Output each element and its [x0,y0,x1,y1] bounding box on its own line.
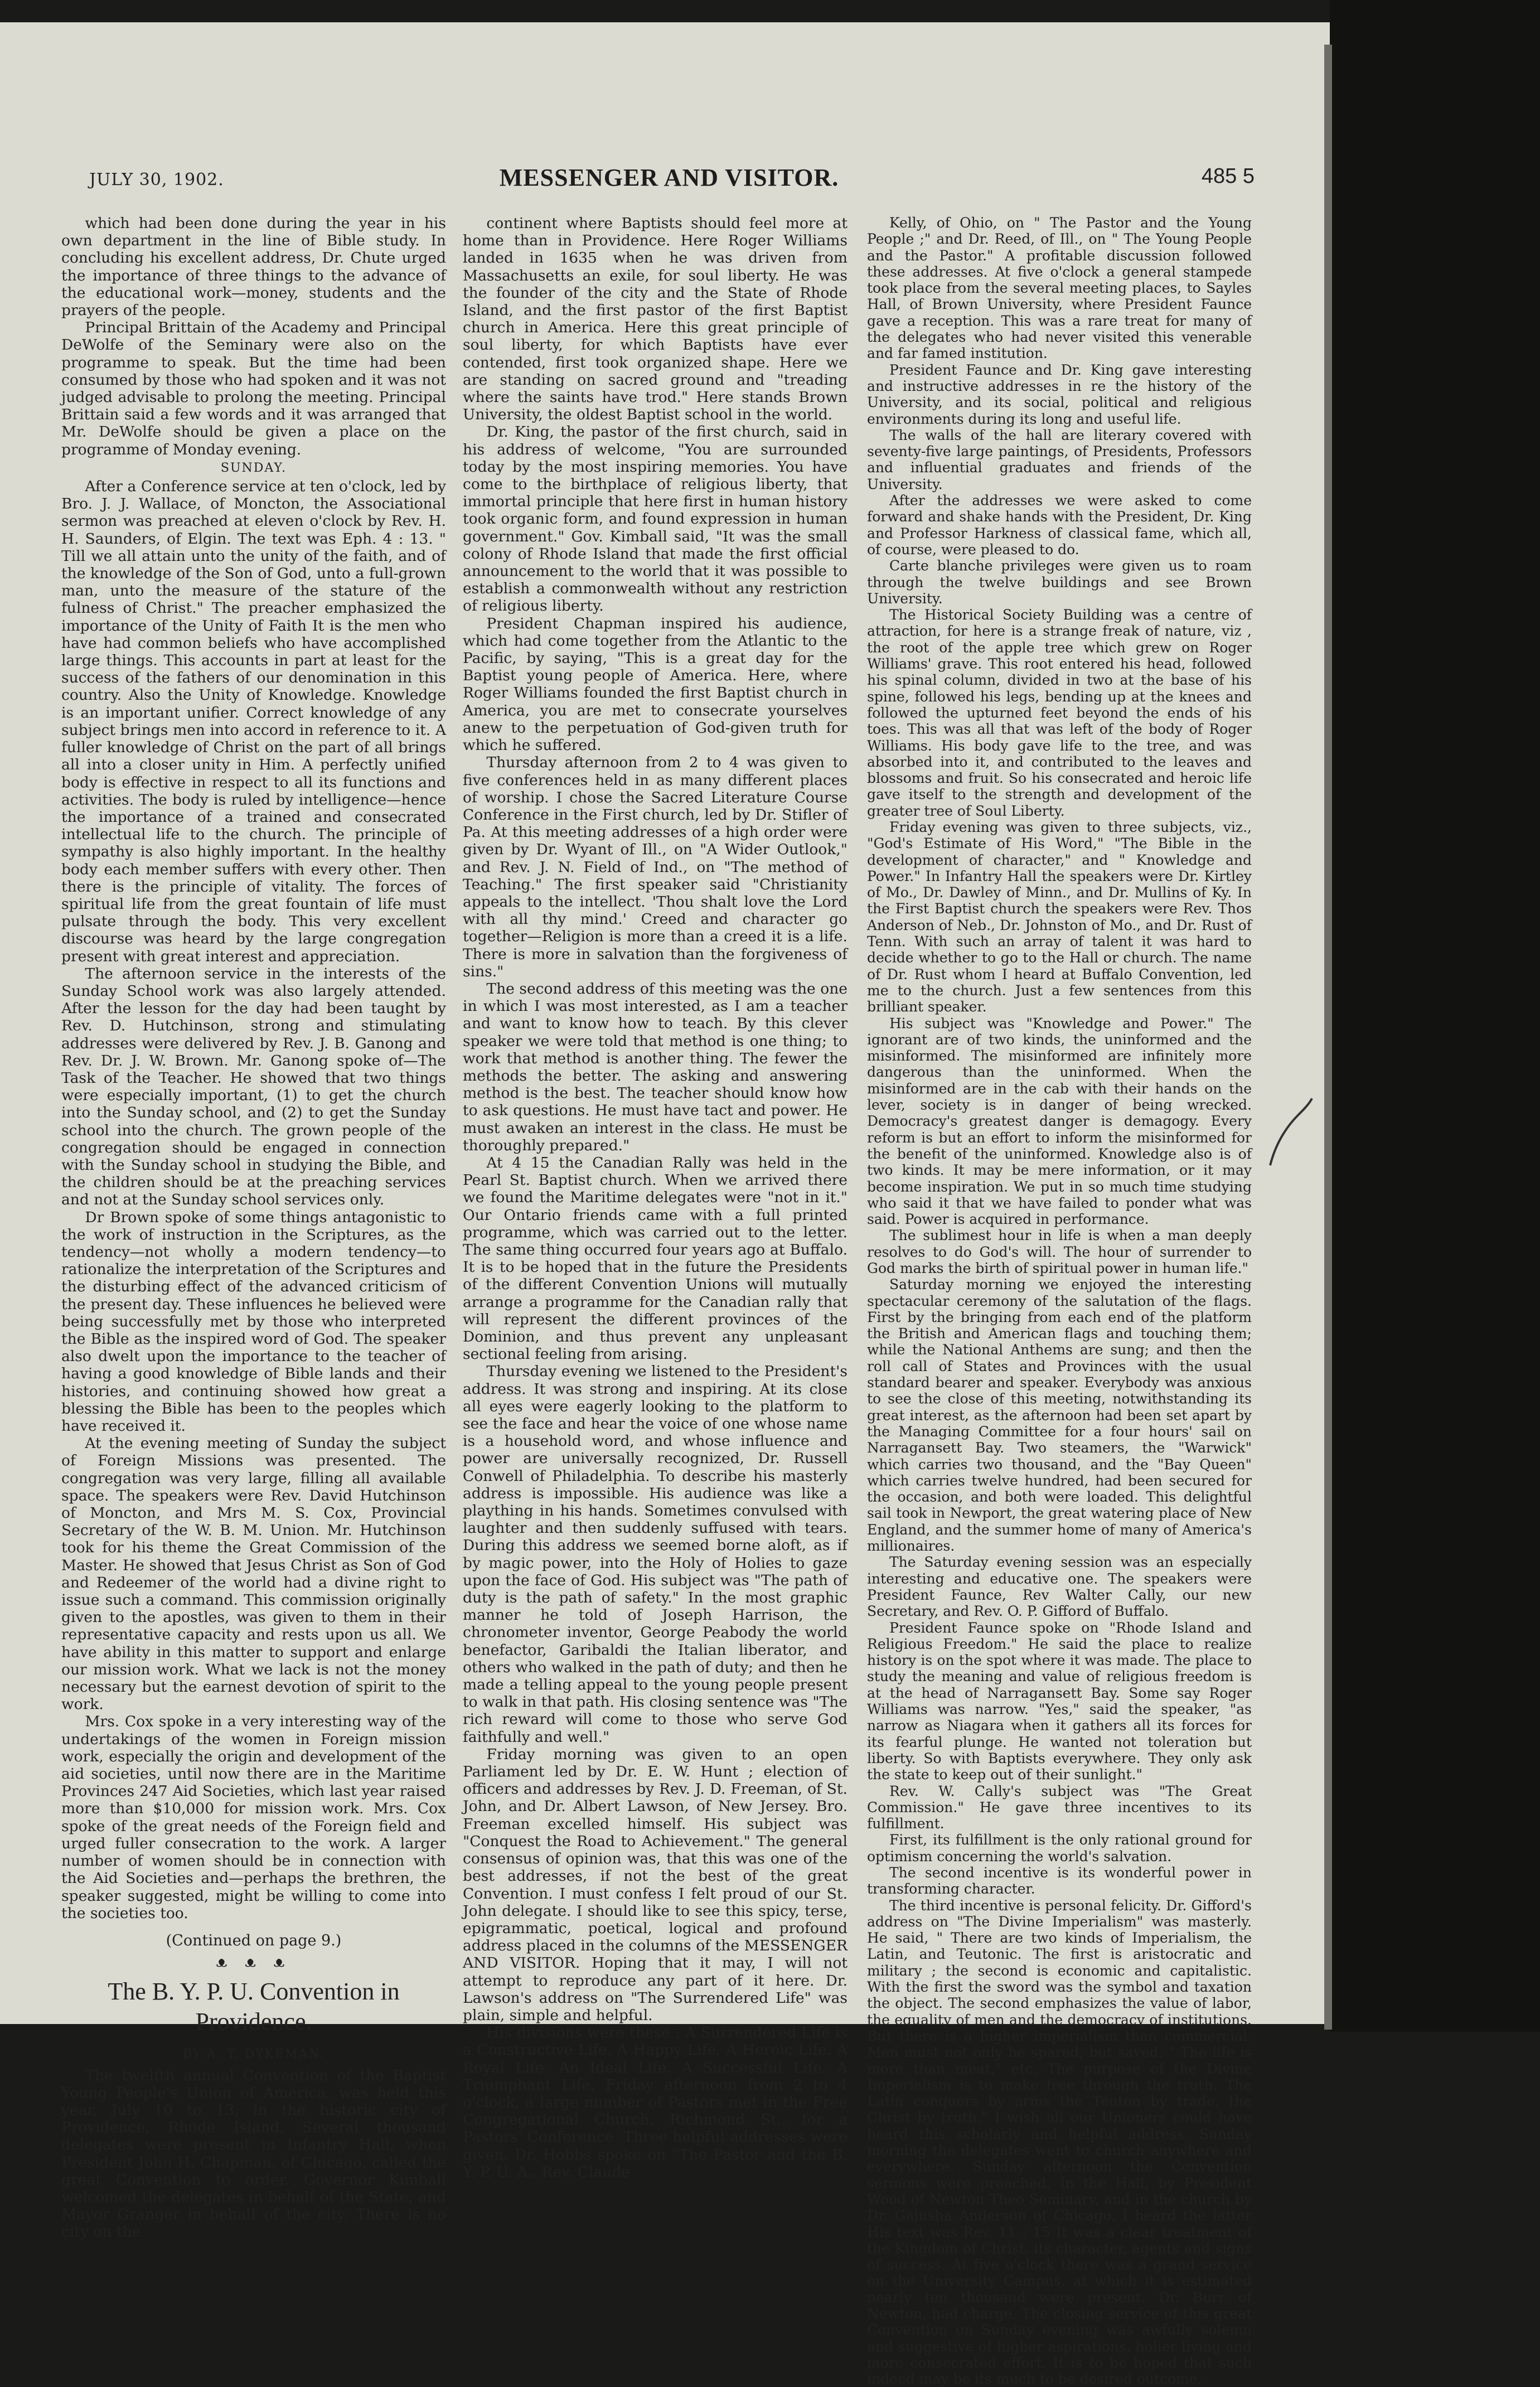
page-shadow [1324,45,1332,2030]
paragraph: continent where Baptists should feel more at home than in Providence. Here Roger Williams landed in 1635 when he was driven from Massachusetts an exile, for soul liberty. He was the founder of the city and the State of Rhode Island, and the first pastor of the first Baptist church in America. Here this great principle of soul liberty, for which Baptists have ever contended, first took organized shape. Here we are standing on sacred ground and "treading where the saints have trod." Here stands Brown University, the oldest Baptist school in the world. [463,215,848,424]
paragraph: His subject was "Knowledge and Power." The ignorant are of two kinds, the uninformed and the misinformed. The misinformed are infinitely more dangerous than the uninformed. When the misinformed are in the cab with their hands on the lever, society is in danger of being wrecked. Democracy's greatest danger is demagogy. Every reform is but an effort to inform the misinformed for the benefit of the uninformed. Knowledge also is of two kinds. It may be mere information, or it may become inspiration. We put in so much time studying who said it that we have failed to ponder what was said. Power is acquired in performance. [867,1015,1252,1228]
paragraph: After the addresses we were asked to come forward and shake hands with the President, Dr. King and Professor Harkness of classical fame, which all, of course, were pleased to do. [867,492,1252,558]
paragraph: Friday evening was given to three subjects, viz., "God's Estimate of His Word," "The Bible in the development of character," and " Knowledge and Power." In Infantry Hall the speakers were Dr. Kirtley of Mo., Dr. Dawley of Minn., and Dr. Mullins of Ky. In the First Baptist church the speakers were Rev. Thos Anderson of Neb., Dr. Johnston of Mo., and Dr. Rust of Tenn. With such an array of talent it was hard to decide whether to go to the Hall or church. The name of Dr. Rust whom I heard at Buffalo Convention, led me to the church. Just a few sentences from this brilliant speaker. [867,819,1252,1015]
paragraph: Mrs. Cox spoke in a very interesting way of the undertakings of the women in Foreign mission work, especially the origin and development of the aid societies, until now there are in the Maritime Provinces 247 Aid Societies, which last year raised more than $10,000 for mission work. Mrs. Cox spoke of the great needs of the Foreign field and urged fuller consecration to the work. A larger number of women should be in connection with the Aid Societies and—perhaps the brethren, the speaker suggested, might be willing to come into the societies too. [61,1713,446,1922]
paragraph: The second address of this meeting was the one in which I was most interested, as I am a teacher and want to know how to teach. By this clever speaker we were told that method is one thing; to work that method is another thing. The fewer the methods the better. The asking and answering method is the best. The teacher should know how to ask questions. He must have tact and power. He must awaken an interest in the class. He must be thoroughly prepared." [463,980,848,1154]
paragraph: President Chapman inspired his audience, which had come together from the Atlantic to the Pacific, by saying, "This is a great day for the Baptist young people of America. Here, where Roger Williams founded the first Baptist church in America, you are met to consecrate yourselves anew to the perpetuation of God-given truth for which he suffered. [463,614,848,754]
paragraph: The second incentive is its wonderful power in transforming character. [867,1864,1252,1897]
column-1 [61,215,446,2241]
paragraph: Dr Brown spoke of some things antagonistic to the work of instruction in the Scriptures, as the tendency—not wholly a modern tendency—to rationalize the interpretation of the Scriptures and the disturbing effect of the advanced criticism of the present day. These influences he believed were being successfully met by those who interpreted the Bible as the inspired word of God. The speaker also dwelt upon the importance to the teacher of having a good knowledge of Bible lands and their histories, and continuing showed how great a blessing the Bible has been to the peoples which have received it. [61,1208,446,1435]
paragraph: President Faunce and Dr. King gave interesting and instructive addresses in re the history of the University, and its social, political and religious environments during its long and useful life. [867,361,1252,427]
paragraph: Kelly, of Ohio, on " The Pastor and the Young People ;" and Dr. Reed, of Ill., on " The Young People and the Pastor." A profitable discussion followed these addresses. At five o'clock a general stampede took place from the several meeting places, to Sayles Hall, of Brown University, where President Faunce gave a reception. This was a rare treat for many of the delegates who had never visited this venerable and far famed institution. [867,215,1252,362]
paragraph: Carte blanche privileges were given us to roam through the twelve buildings and see Brown University. [867,558,1252,607]
continued-note: (Continued on page 9.) [166,1931,342,1949]
page-number: 485 5 [1201,164,1255,188]
column-2 [463,215,848,2181]
paragraph: The third incentive is personal felicity. Dr. Gifford's address on "The Divine Imperialism" was masterly. He said, " There are two kinds of Imperialism, the Latin, and Teutonic. The first is aristocratic and military ; the second is economic and capitalistic. With the first the sword was the symbol and taxation the object. The second emphasizes the value of labor, the equality of men and the democracy of institutions. But there is a higher imperialism than commercial. Men must not only be spared, but saved. " The life is more than meat," etc. The purpose of the Divine Imperialism is to make free through the truth. The Latin conquers by arms the Teuton by trade, the Christ by truth." I wish all our Unioners could have heard this scholarly and helpful address. Sunday morning the delegates went to church anywhere and everywhere. Sunday afternoon the Convention sermons were preached. In the Hall, by President Wood of Newton Theo Seminary, and in the church by Dr. Galusha Anderson of Chicago. I heard the latter His text was Rev. 11 : 15 It was a clear treatment of the Kingdom of Christ, its character, agents and signs of success. At five o'clock there was a grand service on the University Campus, at which it is estimated nearly ten thousand were present. Dr. Burr of Newton, had charge. The closing service of this great Convention on Sunday evening was awfully solemn and suggestive of higher aspirations, holier living and more consecrated effort. It is to be hoped that such indeed may be its much to be desired outcome. [867,1897,1252,2387]
paragraph: The twelfth annual Convention of the Baptist Young People's Union of America, was held this year, July 10 to 13, in the historic city of Providence, Rhode Island. Several thousand delegates were present in Infantry Hall, when President John H. Chapman, of Chicago, called the great Convention to order. Governor Kimball welcomed the delegates in behalf of the State; and Mayor Granger in behalf of the city. There is no city on the [61,2066,446,2241]
paragraph: Rev. W. Cally's subject was "The Great Commission." He gave three incentives to its fulfillment. [867,1783,1252,1832]
paragraph: After a Conference service at ten o'clock, led by Bro. J. J. Wallace, of Moncton, the Associational sermon was preached at eleven o'clock by Rev. H. H. Saunders, of Elgin. The text was Eph. 4 : 13. " Till we all attain unto the unity of the faith, and of the knowledge of the Son of God, unto a full-grown man, unto the measure of the stature of the fulness of Christ." The preacher emphasized the importance of the Unity of Faith It is the men who have had common beliefs who have accomplished large things. This accounts in part at least for the success of the fathers of our denomination in this country. Also the Unity of Knowledge. Knowledge is an important unifier. Correct knowledge of any subject brings men into accord in reference to it. A fuller knowledge of Christ on the part of all brings all into a closer unity in Him. A perfectly unified body is effective in respect to all its functions and activities. The body is ruled by intelligence—hence the importance of a trained and consecrated intellectual life to the church. The principle of sympathy is also highly important. In the healthy body each member suffers with every other. Then there is the principle of vitality. The forces of spiritual life from the great fountain of life must pulsate through the body. This very excellent discourse was heard by the large congregation present with great interest and appreciation. [61,478,446,965]
paragraph: Thursday evening we listened to the President's address. It was strong and inspiring. At its close all eyes were eagerly looking to the platform to see the face and hear the voice of one whose name is a household word, and whose influence and power are universally recognized, Dr. Russell Conwell of Philadelphia. To describe his masterly address is impossible. His audience was like a plaything in his hands. Sometimes convulsed with laughter and then suddenly suffused with tears. During this address we seemed borne aloft, as if by magic power, into the Holy of Holies to gaze upon the face of God. His subject was "The path of duty is the path of safety." In the most graphic manner he told of Joseph Harrison, the chronometer inventor, George Peabody the world benefactor, Garibaldi the Italian liberator, and others who walked in the path of duty; and then he made a telling appeal to the young people present to walk in that path. His closing sentence was "The rich reward will come to those who serve God faithfully and well." [463,1363,848,1746]
paragraph: At 4 15 the Canadian Rally was held in the Pearl St. Baptist church. When we arrived there we found the Maritime delegates were "not in it." Our Ontario friends came with a full printed programme, which was carried out to the letter. The same thing occurred four years ago at Buffalo. It is to be hoped that in the future the Presidents of the different Convention Unions will mutually arrange a programme for the Canadian rally that will represent the different provinces of the Dominion, and thus prevent any unpleasant sectional feeling from arising. [463,1154,848,1363]
paragraph: The Saturday evening session was an especially interesting and educative one. The speakers were President Faunce, Rev Walter Cally, our new Secretary, and Rev. O. P. Gifford of Buffalo. [867,1554,1252,1620]
paragraph: The sublimest hour in life is when a man deeply resolves to do God's will. The hour of surrender to God marks the birth of spiritual power in human life." [867,1227,1252,1276]
paragraph: Thursday afternoon from 2 to 4 was given to five conferences held in as many different places of worship. I chose the Sacred Literature Course Conference in the First church, led by Dr. Stifler of Pa. At this meeting addresses of a high order were given by Dr. Wyant of Ill., on "A Wider Outlook," and Rev. J. N. Field of Ind., on "The method of Teaching." The first speaker said "Christianity appeals to the intellect. 'Thou shalt love the Lord with all thy mind.' Creed and character go together—Religion is more than a creed it is a life. There is more in salvation than the forgiveness of sins." [463,754,848,980]
paragraph: Dr. King, the pastor of the first church, said in his address of welcome, "You are surrounded today by the most inspiring memories. You have come to the birthplace of religious liberty, that immortal principle that here first in human history took organic form, and found expression in human government." Gov. Kimball said, "It was the small colony of Rhode Island that made the first official announcement to the world that it was possible to establish a commonwealth without any restriction of religious liberty. [463,423,848,615]
column-3 [867,215,1252,2387]
section-heading: SUNDAY. [220,461,287,475]
paragraph: Principal Brittain of the Academy and Principal DeWolfe of the Seminary were also on the programme to speak. But the time had been consumed by those who had spoken and it was not judged advisable to prolong the meeting. Principal Brittain said a few words and it was arranged that Mr. DeWolfe should be given a place on the programme of Monday evening. [61,319,446,458]
article-byline: BY A. T. DYKEMAN. [182,2047,325,2062]
section-separator: ᴥ ᴥ ᴥ [216,1954,292,1971]
paragraph: His divisions were these : A Surrendered Life is a Constructive Life. A Happy Life. A Heroic Life. A Royal Life. An Ideal Life. A Successful Life. A Triumphant Life. Friday afternoon from 2 to 4 o'clock, a large number of Pastors met in the Free Congregational Church, Richmond St., for a Pastors' Conference. Three helpful addresses were given. Dr. Hobbs spoke on "The Pastor and the B. Y. P. U. A., Rev. Claude [463,2024,848,2181]
paragraph: First, its fulfillment is the only rational ground for optimism concerning the world's salvation. [867,1832,1252,1865]
scanner-edge [1330,0,1540,2032]
paragraph: Saturday morning we enjoyed the interesting spectacular ceremony of the salutation of the flags. First by the bringing from each end of the platform the British and American flags and touching them; while the National Anthems are sung; and then the roll call of States and Provinces with the usual standard bearer and speaker. Everybody was anxious to see the close of this meeting, notwithstanding its great interest, as the afternoon had been set apart by the Managing Committee for a four hours' sail on Narragansett Bay. Two steamers, the "Warwick" which carries two thousand, and the "Bay Queen" which carries twelve hundred, had been secured for the occasion, and both were loaded. This delightful sail took in Newport, the great watering place of New England, and the summer home of many of America's millionaires. [867,1276,1252,1555]
page-header [84,159,1255,209]
paragraph: which had been done during the year in his own department in the line of Bible study. In concluding his excellent address, Dr. Chute urged the importance of three things to the advance of the educational work—money, students and the prayers of the people. [61,215,446,319]
header-date: JULY 30, 1902. [89,170,224,190]
paragraph: President Faunce spoke on "Rhode Island and Religious Freedom." He said the place to realize history is on the spot where it was made. The place to study the meaning and value of religious freedom is at the head of Narragansett Bay. Some say Roger Williams was narrow. "Yes," said the speaker, "as narrow as Niagara when it gathers all its forces for its fearful plunge. He wanted not toleration but liberty. So with Baptists everywhere. They only ask the state to keep out of their sunlight." [867,1619,1252,1783]
paragraph: The Historical Society Building was a centre of attraction, for here is a strange freak of nature, viz , the root of the apple tree which grew on Roger Williams' grave. This root entered his head, followed his spinal column, divided in two at the base of his spine, followed his legs, bending up at the knees and followed the upturned feet beyond the ends of his toes. This was all that was left of the body of Roger Williams. His body gave life to the tree, and was absorbed into it, and contributed to the leaves and blossoms and fruit. So his consecrated and heroic life gave itself to the strength and development of the greater tree of Soul Liberty. [867,607,1252,819]
masthead-title: MESSENGER AND VISITOR. [499,164,839,191]
paragraph: The walls of the hall are literary covered with seventy-five large paintings, of Presidents, Professors and influential graduates and friends of the University. [867,427,1252,492]
margin-scratch-mark [1265,1093,1315,1171]
paragraph: The afternoon service in the interests of the Sunday School work was also largely attended. After the lesson for the day had been taught by Rev. D. Hutchinson, strong and stimulating addresses were delivered by Rev. J. B. Ganong and Rev. Dr. J. W. Brown. Mr. Ganong spoke of—The Task of the Teacher. He showed that two things were especially important, (1) to get the church into the Sunday school, and (2) to get the Sunday school into the church. The grown people of the congregation should be engaged in connection with the Sunday school in studying the Bible, and the children should be at the preaching services and not at the Sunday school services only. [61,965,446,1209]
article-title: The B. Y. P. U. Convention in Providence. [108,1978,400,2036]
paragraph: Friday morning was given to an open Parliament led by Dr. E. W. Hunt ; election of officers and addresses by Rev. J. D. Freeman, of St. John, and Dr. Albert Lawson, of New Jersey. Bro. Freeman excelled himself. His subject was "Conquest the Road to Achievement." The general consensus of opinion was, that this was one of the best addresses, if not the best of the great Convention. I must confess I felt proud of our St. John delegate. I should like to see this spicy, terse, epigrammatic, poetical, logical and profound address placed in the columns of the MESSENGER AND VISITOR. Hoping that it may, I will not attempt to reproduce any part of it here. Dr. Lawson's address on "The Surrendered Life" was plain, simple and helpful. [463,1745,848,2024]
newspaper-page [0,22,1330,2387]
paragraph: At the evening meeting of Sunday the subject of Foreign Missions was presented. The congregation was very large, filling all available space. The speakers were Rev. David Hutchinson of Moncton, and Mrs M. S. Cox, Provincial Secretary of the W. B. M. Union. Mr. Hutchinson took for his theme the Great Commission of the Master. He showed that Jesus Christ as Son of God and Redeemer of the world had a divine right to issue such a command. This commission originally given to the apostles, was given to them in their representative capacity and rests upon us all. We have ability in this matter to support and enlarge our mission work. What we lack is not the money necessary but the earnest devotion of spirit to the work. [61,1435,446,1713]
